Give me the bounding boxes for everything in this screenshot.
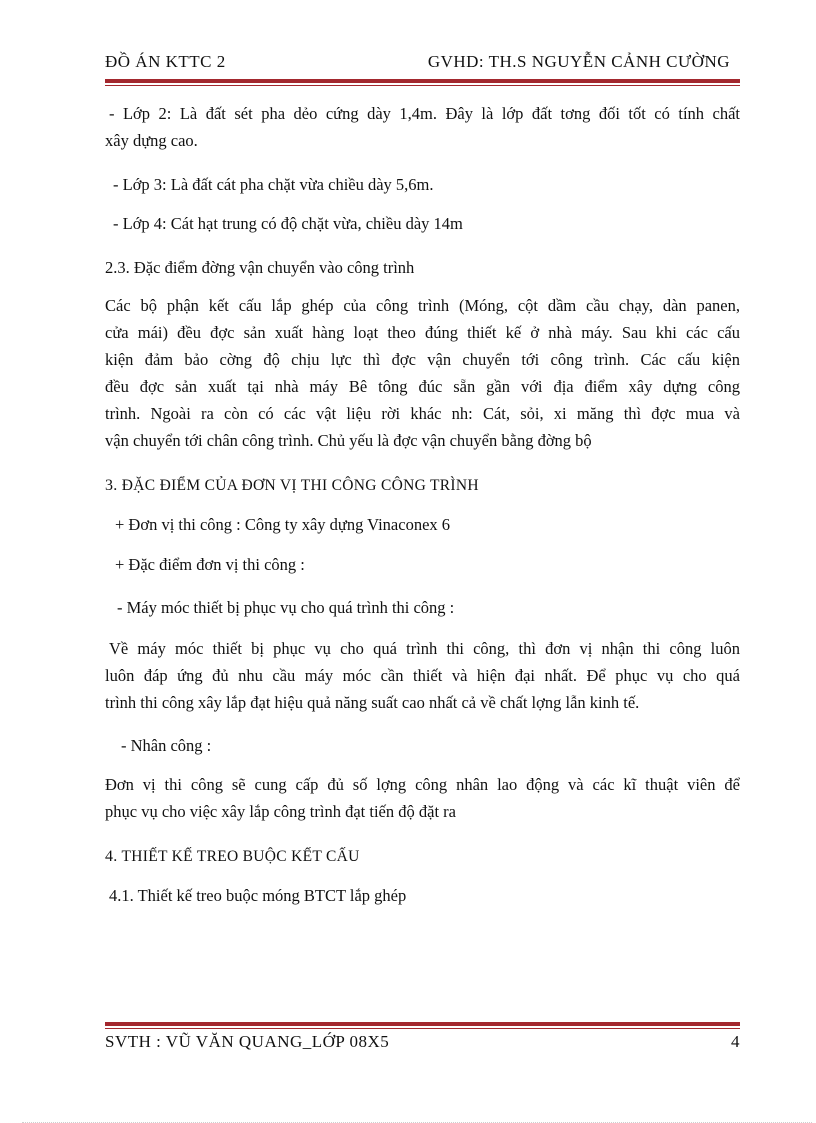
header-course: ĐỒ ÁN KTTC 2: [105, 52, 226, 71]
machines-label: - Máy móc thiết bị phục vụ cho quá trình thi công :: [117, 598, 455, 617]
page-number: 4: [731, 1032, 740, 1051]
transport-line: đều đợc sản xuất tại nhà máy Bê tông đúc sẵn gần với địa điểm xây dựng công: [105, 377, 740, 396]
section-3-number: 3.: [105, 477, 118, 494]
section-4-title: THIẾT KẾ TREO BUỘC KẾT CẤU: [121, 848, 360, 865]
transport-line: kiện đảm bảo cờng độ chịu lực thì đợc vận chuyển tới công trình. Các cấu kiện: [105, 350, 740, 369]
section-3-title: ĐẶC ĐIỂM CỦA ĐƠN VỊ THI CÔNG CÔNG TRÌNH: [121, 477, 479, 494]
labor-line: Đơn vị thi công sẽ cung cấp đủ số lợng công nhân lao động và các kĩ thuật viên để: [105, 775, 740, 794]
layer-2-paragraph: [105, 100, 740, 154]
layer-3-paragraph: - Lớp 3: Là đất cát pha chặt vừa chiều dày 5,6m.: [113, 175, 434, 194]
footer-student: SVTH : VŨ VĂN QUANG_LỚP 08X5: [105, 1032, 390, 1051]
transport-paragraph: [105, 292, 740, 454]
section-3-heading: [105, 472, 740, 499]
header-rule-thin: [105, 85, 740, 86]
layer-2-line-2: xây dựng cao.: [105, 131, 198, 150]
transport-line: Các bộ phận kết cấu lắp ghép của công trình (Móng, cột dầm cầu chạy, dàn panen,: [105, 296, 740, 315]
footer-rule-thick: [105, 1022, 740, 1026]
section-4-1-heading: 4.1. Thiết kế treo buộc móng BTCT lắp ghép: [109, 886, 407, 905]
section-4-number: 4.: [105, 848, 118, 865]
machines-line: trình thi công xây lắp đạt hiệu quả năng suất cao nhất cả về chất lợng lẫn kinh tế.: [105, 693, 640, 712]
labor-label: - Nhân công :: [121, 736, 212, 755]
page-header: [105, 52, 740, 76]
transport-line: cửa mái) đều đợc sản xuất hàng loạt theo đúng thiết kế ở nhà máy. Sau khi các cấu: [105, 323, 740, 342]
labor-line: phục vụ cho việc xây lắp công trình đạt tiến độ đặt ra: [105, 802, 456, 821]
transport-line: vận chuyển tới chân công trình. Chủ yếu là đợc vận chuyển bằng đờng bộ: [105, 431, 592, 450]
unit-features-label: + Đặc điểm đơn vị thi công :: [115, 555, 305, 574]
footer-rule-thin: [105, 1028, 740, 1029]
section-2-3-heading: 2.3. Đặc điểm đờng vận chuyển vào công trình: [105, 258, 415, 277]
transport-line: trình. Ngoài ra còn có các vật liệu rời khác nh: Cát, sỏi, xi măng thì đợc mua và: [105, 404, 740, 423]
machines-paragraph: [105, 635, 740, 716]
header-instructor: GVHD: TH.S NGUYỄN CẢNH CƯỜNG: [427, 52, 730, 71]
page-footer: [105, 1032, 740, 1058]
labor-paragraph: [105, 771, 740, 825]
machines-line: luôn đáp ứng đủ nhu cầu máy móc cần thiết và hiện đại nhất. Để phục vụ cho quá: [105, 666, 740, 685]
header-rule-thick: [105, 79, 740, 83]
machines-line: Về máy móc thiết bị phục vụ cho quá trình thi công, thì đơn vị nhận thi công luôn: [109, 639, 740, 658]
layer-4-paragraph: - Lớp 4: Cát hạt trung có độ chặt vừa, chiều dày 14m: [113, 214, 463, 233]
construction-unit: + Đơn vị thi công : Công ty xây dựng Vinaconex 6: [115, 515, 451, 534]
layer-2-line-1: - Lớp 2: Là đất sét pha dẻo cứng dày 1,4m. Đây là lớp đất tơng đối tốt có tính chất: [109, 104, 740, 123]
section-4-heading: [105, 843, 740, 870]
